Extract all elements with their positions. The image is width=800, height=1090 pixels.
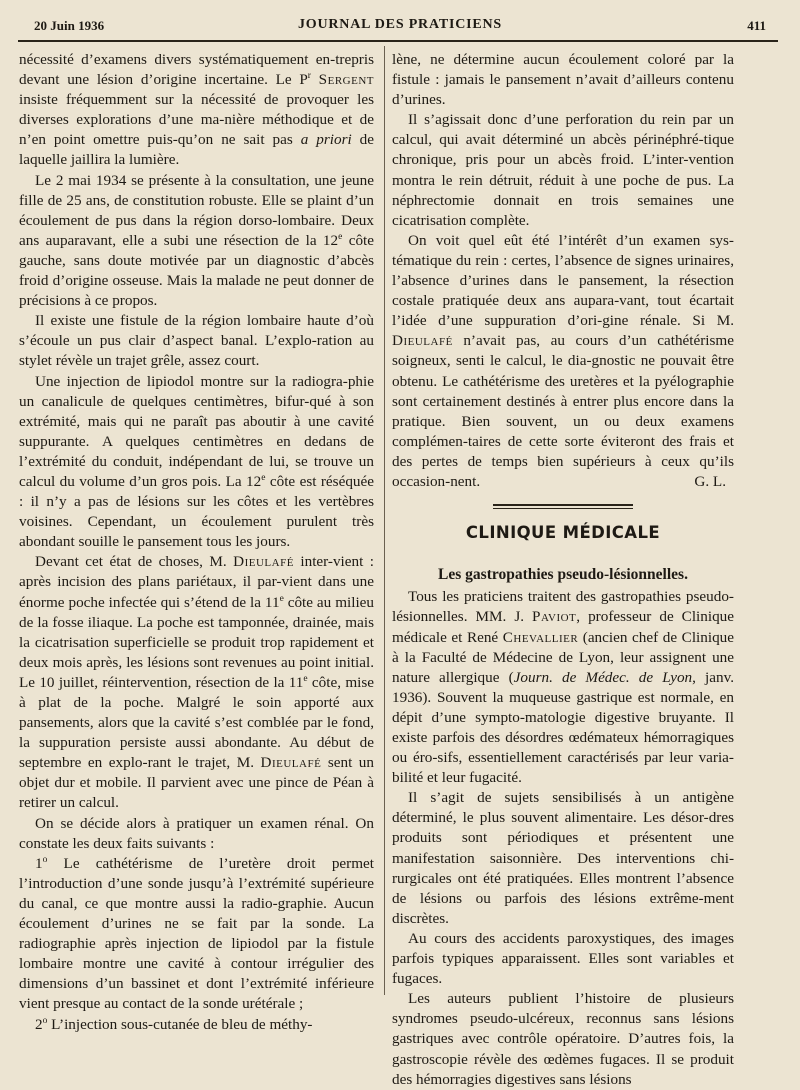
paragraph	[392, 587, 734, 788]
paragraph	[19, 814, 374, 854]
author-name: Dieulafé	[233, 553, 294, 571]
text-run: inter-vient : après incision des plans pariétaux, il par-vient dans une énorme poche infectée qui s’étend de la 11	[19, 553, 374, 611]
text-run: On voit quel eût été l’intérêt d’un examen sys-tématique du rein : certes, l’absence de signes urinaires, l’absence d’urines dans le pansement, la résection costale pratiquée deux ans aupara-vant, tout écartait l’idée d’une suppuration d’ori-gine rénale. Si M.	[392, 231, 734, 330]
paragraph	[392, 110, 734, 231]
text-run: Le cathétérisme de l’uretère droit permet l’introduction d’une sonde jusqu’à l’extrémité supérieure du canal, ce que montre aussi la radio-graphie. Aucun écoulement d’urines ne se fait par la sonde. La radiographie après injection de lipiodol par la fistule lombaire montre une cavité à contour irrégulier des dimensions d’un bassinet et dont l’extrémité inférieure vient presque au contact de la sonde urétérale ;	[19, 854, 374, 1013]
text-run: côte gauche, sans doute motivée par un diagnostic d’abcès froid d’origine osseuse. Mais la malade ne peut donner de précisions à ce propos.	[19, 231, 374, 310]
column-divider	[384, 46, 385, 995]
text-run	[311, 71, 319, 88]
right-column	[392, 50, 734, 1090]
paragraph	[19, 1015, 374, 1035]
italic-text: Journ. de Médec. de Lyon	[513, 668, 693, 686]
author-name: Dieulafé	[260, 754, 322, 772]
text-run: Il existe une fistule de la région lombaire haute d’où s’écoule un pus clair d’aspect banal. L’explo-ration au stylet révèle un trajet grêle, assez court.	[19, 312, 374, 370]
superscript: o	[42, 854, 48, 865]
paragraph	[19, 372, 374, 553]
text-run: Au cours des accidents paroxystiques, des images parfois typiques apparaissent. Elles sont variables et fugaces.	[392, 929, 734, 988]
page-number: 411	[747, 18, 766, 33]
superscript: r	[307, 71, 311, 82]
text-run: côte est réséquée : il n’y a pas de lésions sur les côtes et les vertèbres voisines. Cependant, un écoulement purulent très abondant souille le pansement tous les jours.	[19, 472, 374, 551]
text-run: insiste fréquemment sur la nécessité de provoquer les diverses explorations d’une ma-nière méthodique et de n’en point omettre puis-qu’on ne sait pas	[19, 91, 374, 149]
paragraph	[19, 311, 374, 371]
superscript: e	[303, 673, 308, 684]
text-run: (ancien chef de Clinique à la Faculté de Médecine de Lyon, leur assignent une nature allergique (	[392, 628, 734, 686]
paragraph	[392, 989, 734, 1089]
italic-text: a priori	[300, 131, 352, 149]
text-run: On se décide alors à pratiquer un examen rénal. On constate les deux faits suivants :	[19, 814, 374, 852]
header-date: 20 Juin 1936	[34, 18, 105, 33]
text-run: , professeur de Clinique médicale et René	[392, 608, 734, 646]
paragraph	[392, 929, 734, 989]
text-run: lène, ne détermine aucun écoulement coloré par la fistule : jamais le pansement n’avait d’ailleurs contenu d’urines.	[392, 51, 734, 109]
text-run: Il s’agissait donc d’une perforation du rein par un calcul, qui avait déterminé un abcès périnéphré-tique chronique, pris pour un abcès froid. L’inter-vention montra le rein détruit, réduit à une poche de pus. La néphrectomie donnait en trois semaines une cicatrisation complète.	[392, 111, 734, 229]
running-header	[20, 14, 780, 40]
section-heading: CLINIQUE MÉDICALE	[465, 523, 661, 543]
text-run: L’injection sous-cutanée de bleu de méthy-	[47, 1015, 313, 1033]
superscript: o	[42, 1015, 48, 1026]
text-run: côte au milieu de la fosse iliaque. La poche est tamponnée, drainée, mais la cicatrisation superficielle se produit trop rapidement et deux mois après, les lésions sont revenues au point initial. Le 10 juillet, réintervention, résection de la 11	[19, 593, 375, 691]
superscript: e	[261, 472, 266, 483]
text-run: 1	[35, 854, 43, 872]
paragraph	[19, 552, 374, 813]
superscript: e	[279, 593, 284, 604]
text-run: , janv. 1936). Souvent la muqueuse gastrique est normale, en dépit d’une sympto-matologie digestive bruyante. Il existe parfois des désordres œdémateux hémorragiques ou éro-sifs, essentiellement caractérisés par leur varia-bilité et leur fugacité.	[392, 668, 734, 787]
article-title: Les gastropathies pseudo-lésionnelles.	[438, 566, 688, 584]
superscript: e	[338, 231, 343, 242]
text-run: Le 2 mai 1934 se présente à la consultation, une jeune fille de 25 ans, de constitution robuste. Elle se plaint d’un écoulement de pus dans la région dorso-lombaire. Deux ans auparavant, elle a subi une résection de la 12	[19, 171, 374, 249]
text-run: de laquelle jaillira la lumière.	[19, 131, 375, 169]
author-name: Paviot	[532, 608, 577, 626]
paragraph	[19, 854, 374, 1015]
signature: G. L.	[694, 473, 726, 491]
author-name: Dieulafé	[392, 332, 453, 350]
text-run: nécessité d’examens divers systématiquement en-trepris devant une lésion d’origine incertaine. Le P	[19, 51, 374, 89]
text-run: côte, mise à plat de la poche. Malgré le soin apporté aux pansements, alors que la cavité s’est comblée par le fond, la suppuration persiste aussi abondante. Au début de septembre en explo-rant le trajet, M.	[19, 673, 375, 772]
text-run: 2	[35, 1015, 43, 1033]
left-column	[19, 50, 374, 1035]
text-run: Devant cet état de choses, M.	[35, 553, 234, 571]
text-run: n’avait pas, au cours d’un cathétérisme soigneux, senti le calcul, le dia-gnostic ne pouvait être obtenu. Le cathétérisme des uretères et la pyélographie sont certainement destinés à entrer plus encore dans la pratique. Bien souvent, un ou deux examens complémen-taires de cette sorte éviteront des frais et des pertes de temps bien supérieurs à ceux qu’ils occasion-nent.	[392, 332, 734, 490]
text-run: Tous les praticiens traitent des gastropathies pseudo-lésionnelles. MM. J.	[392, 588, 734, 626]
text-run: Les auteurs publient l’histoire de plusieurs syndromes pseudo-ulcéreux, reconnus sans lésions gastriques avec contrôle opératoire. D’autres fois, la gastroscopie révèle des œdèmes fugaces. Il se produit des hémorragies digestives sans lésions	[392, 990, 734, 1088]
paragraph	[392, 231, 734, 492]
text-run: Une injection de lipiodol montre sur la radiogra-phie un canalicule de quelques centimètres, bifur-qué à son extrémité, mais qui ne paraît pas aboutir à une cavité suppurante. A quelques centimètres en dedans de l’extrémité du conduit, indépendant de lui, se trouve un calcul du volume d’un gros pois. La 12	[19, 372, 374, 490]
author-name: Chevallier	[502, 628, 579, 646]
text-run: Il s’agit de sujets sensibilisés à un antigène déterminé, le plus souvent alimentaire. Les désor-dres produits sont périodiques et présentent une manifestation saisonnière. Des interventions chi-rurgicales ont été pratiquées. Elles montrent l’absence de lésions ou parfois des lésions extrême-ment discrètes.	[392, 789, 734, 927]
paragraph	[19, 50, 374, 171]
text-run: sent un objet dur et mobile. Il parvient avec une pince de Péan à retirer un calcul.	[19, 754, 374, 812]
paragraph	[392, 50, 734, 110]
header-rule	[18, 40, 778, 42]
paragraph	[392, 788, 734, 929]
author-name: Sergent	[318, 71, 374, 89]
section-ornament-rule	[493, 504, 633, 509]
paragraph	[19, 171, 374, 312]
journal-title: JOURNAL DES PRATICIENS	[297, 17, 503, 32]
